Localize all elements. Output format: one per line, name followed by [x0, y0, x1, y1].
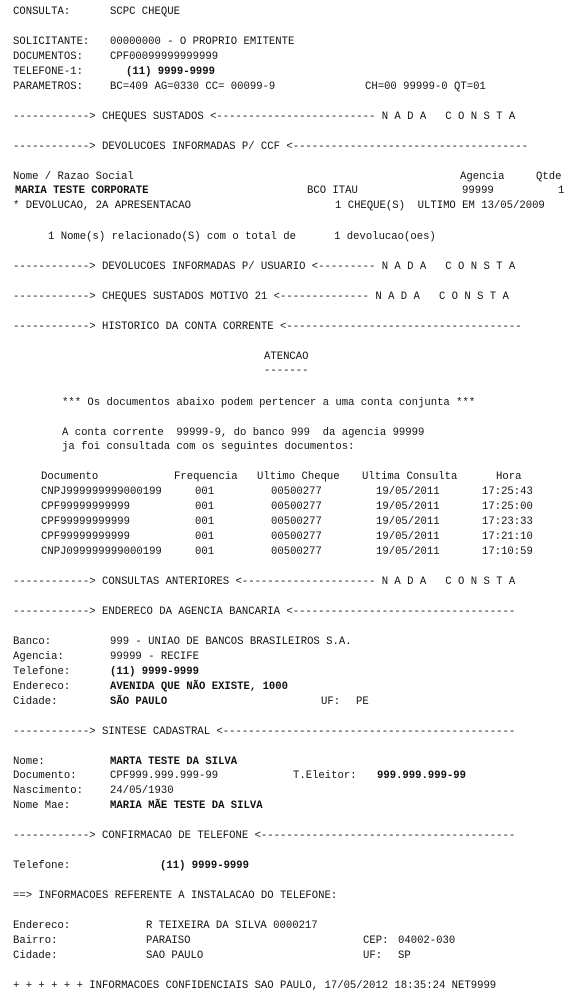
hist-col-hora: Hora [496, 471, 522, 483]
instalacao-bairro-value: PARAISO [146, 935, 191, 947]
instalacao-cep-value: 04002-030 [398, 935, 456, 947]
section-confirmacao: ------------> CONFIRMACAO DE TELEFONE <---------------------------------------- [13, 830, 516, 842]
sintese-eleitor-value: 999.999.999-99 [377, 770, 467, 782]
agencia-telefone-value: (11) 9999-9999 [110, 666, 200, 678]
hist-cheque: 00500277 [271, 486, 322, 498]
section-sustados-motivo21: ------------> CHEQUES SUSTADOS MOTIVO 21 <-------------- N A D A C O N S T A [13, 291, 509, 303]
ccf-col-qtde: Qtde [536, 171, 562, 183]
hist-doc: CPF99999999999 [41, 516, 131, 528]
sintese-mae-label: Nome Mae: [13, 800, 71, 812]
historico-texto-1: A conta corrente 99999-9, do banco 999 da agencia 99999 [62, 427, 425, 439]
parametros-label: PARAMETROS: [13, 81, 83, 93]
hist-data: 19/05/2011 [376, 546, 440, 558]
telefone-value: (11) 9999-9999 [126, 66, 216, 78]
hist-cheque: 00500277 [271, 516, 322, 528]
instalacao-endereco-label: Endereco: [13, 920, 71, 932]
consulta-label: CONSULTA: [13, 6, 71, 18]
ccf-row-nome: MARIA TESTE CORPORATE [15, 185, 149, 197]
hist-data: 19/05/2011 [376, 486, 440, 498]
atencao-underline: ------- [264, 365, 309, 377]
section-devolucoes-usuario: ------------> DEVOLUCOES INFORMADAS P/ USUARIO <--------- N A D A C O N S T A [13, 261, 516, 273]
atencao-title: ATENCAO [264, 351, 309, 363]
hist-col-ultima-consulta: Ultima Consulta [362, 471, 458, 483]
ccf-summary: 1 Nome(s) relacionado(S) com o total de 1 devolucao(oes) [48, 231, 436, 243]
hist-freq: 001 [195, 486, 215, 498]
telefone-label: TELEFONE-1: [13, 66, 83, 78]
instalacao-title: ==> INFORMACOES REFERENTE A INSTALACAO DO TELEFONE: [13, 890, 338, 902]
instalacao-bairro-label: Bairro: [13, 935, 58, 947]
hist-freq: 001 [195, 546, 215, 558]
hist-freq: 001 [195, 501, 215, 513]
instalacao-cidade-label: Cidade: [13, 950, 58, 962]
hist-col-frequencia: Frequencia [174, 471, 238, 483]
instalacao-cidade-value: SAO PAULO [146, 950, 204, 962]
sintese-nascimento-label: Nascimento: [13, 785, 83, 797]
section-sintese: ------------> SINTESE CADASTRAL <---------------------------------------------- [13, 726, 516, 738]
ccf-row-agencia: 99999 [462, 185, 494, 197]
agencia-agencia-label: Agencia: [13, 651, 64, 663]
historico-texto-2: ja foi consultada com os seguintes documentos: [62, 441, 355, 453]
sintese-documento-label: Documento: [13, 770, 77, 782]
instalacao-uf-label: UF: [363, 950, 383, 962]
hist-hora: 17:10:59 [482, 546, 533, 558]
hist-doc: CPF99999999999 [41, 531, 131, 543]
hist-doc: CNPJ999999999000199 [41, 486, 162, 498]
agencia-cidade-label: Cidade: [13, 696, 58, 708]
agencia-banco-label: Banco: [13, 636, 52, 648]
section-cheques-sustados: ------------> CHEQUES SUSTADOS <------------------------- N A D A C O N S T A [13, 111, 516, 123]
agencia-telefone-label: Telefone: [13, 666, 71, 678]
sintese-nascimento-value: 24/05/1930 [110, 785, 174, 797]
footer-confidencial: + + + + + + INFORMACOES CONFIDENCIAIS SAO PAULO, 17/05/2012 18:35:24 NET9999 [13, 980, 497, 992]
ccf-detail-left: * DEVOLUCAO, 2A APRESENTACAO [13, 200, 192, 212]
agencia-uf-value: PE [356, 696, 369, 708]
ccf-col-nome: Nome / Razao Social [13, 171, 134, 183]
hist-data: 19/05/2011 [376, 531, 440, 543]
confirmacao-telefone-label: Telefone: [13, 860, 71, 872]
solicitante-value: 00000000 - O PROPRIO EMITENTE [110, 36, 295, 48]
hist-col-documento: Documento [41, 471, 99, 483]
sintese-nome-label: Nome: [13, 756, 45, 768]
section-devolucoes-ccf: ------------> DEVOLUCOES INFORMADAS P/ CCF <------------------------------------- [13, 141, 528, 153]
consulta-value: SCPC CHEQUE [110, 6, 180, 18]
agencia-agencia-value: 99999 - RECIFE [110, 651, 200, 663]
documentos-value: CPF00099999999999 [110, 51, 219, 63]
sintese-mae-value: MARIA MÃE TESTE DA SILVA [110, 800, 263, 812]
solicitante-label: SOLICITANTE: [13, 36, 90, 48]
sintese-documento-value: CPF999.999.999-99 [110, 770, 219, 782]
hist-freq: 001 [195, 531, 215, 543]
hist-freq: 001 [195, 516, 215, 528]
hist-col-ultimo-cheque: Ultimo Cheque [257, 471, 340, 483]
ccf-row-banco: BCO ITAU [307, 185, 358, 197]
section-consultas-anteriores: ------------> CONSULTAS ANTERIORES <--------------------- N A D A C O N S T A [13, 576, 516, 588]
agencia-cidade-value: SÃO PAULO [110, 696, 168, 708]
sintese-eleitor-label: T.Eleitor: [293, 770, 357, 782]
hist-doc: CNPJ099999999000199 [41, 546, 162, 558]
instalacao-cep-label: CEP: [363, 935, 389, 947]
hist-hora: 17:25:43 [482, 486, 533, 498]
sintese-nome-value: MARTA TESTE DA SILVA [110, 756, 238, 768]
agencia-uf-label: UF: [321, 696, 341, 708]
hist-hora: 17:25:00 [482, 501, 533, 513]
section-endereco-agencia: ------------> ENDERECO DA AGENCIA BANCARIA <----------------------------------- [13, 606, 516, 618]
ccf-col-agencia: Agencia [460, 171, 505, 183]
hist-hora: 17:23:33 [482, 516, 533, 528]
instalacao-endereco-value: R TEIXEIRA DA SILVA 0000217 [146, 920, 318, 932]
hist-hora: 17:21:10 [482, 531, 533, 543]
hist-cheque: 00500277 [271, 546, 322, 558]
hist-doc: CPF99999999999 [41, 501, 131, 513]
parametros-extra: CH=00 99999-0 QT=01 [365, 81, 486, 93]
confirmacao-telefone-value: (11) 9999-9999 [160, 860, 250, 872]
agencia-banco-value: 999 - UNIAO DE BANCOS BRASILEIROS S.A. [110, 636, 352, 648]
ccf-detail-right: 1 CHEQUE(S) ULTIMO EM 13/05/2009 [335, 200, 545, 212]
historico-aviso: *** Os documentos abaixo podem pertencer a uma conta conjunta *** [62, 397, 476, 409]
hist-data: 19/05/2011 [376, 516, 440, 528]
agencia-endereco-label: Endereco: [13, 681, 71, 693]
hist-data: 19/05/2011 [376, 501, 440, 513]
ccf-row-qtde: 1 [558, 185, 565, 197]
parametros-value: BC=409 AG=0330 CC= 00099-9 [110, 81, 276, 93]
section-historico: ------------> HISTORICO DA CONTA CORRENTE <------------------------------------- [13, 321, 522, 333]
documentos-label: DOCUMENTOS: [13, 51, 83, 63]
hist-cheque: 00500277 [271, 531, 322, 543]
hist-cheque: 00500277 [271, 501, 322, 513]
instalacao-uf-value: SP [398, 950, 411, 962]
agencia-endereco-value: AVENIDA QUE NÃO EXISTE, 1000 [110, 681, 289, 693]
